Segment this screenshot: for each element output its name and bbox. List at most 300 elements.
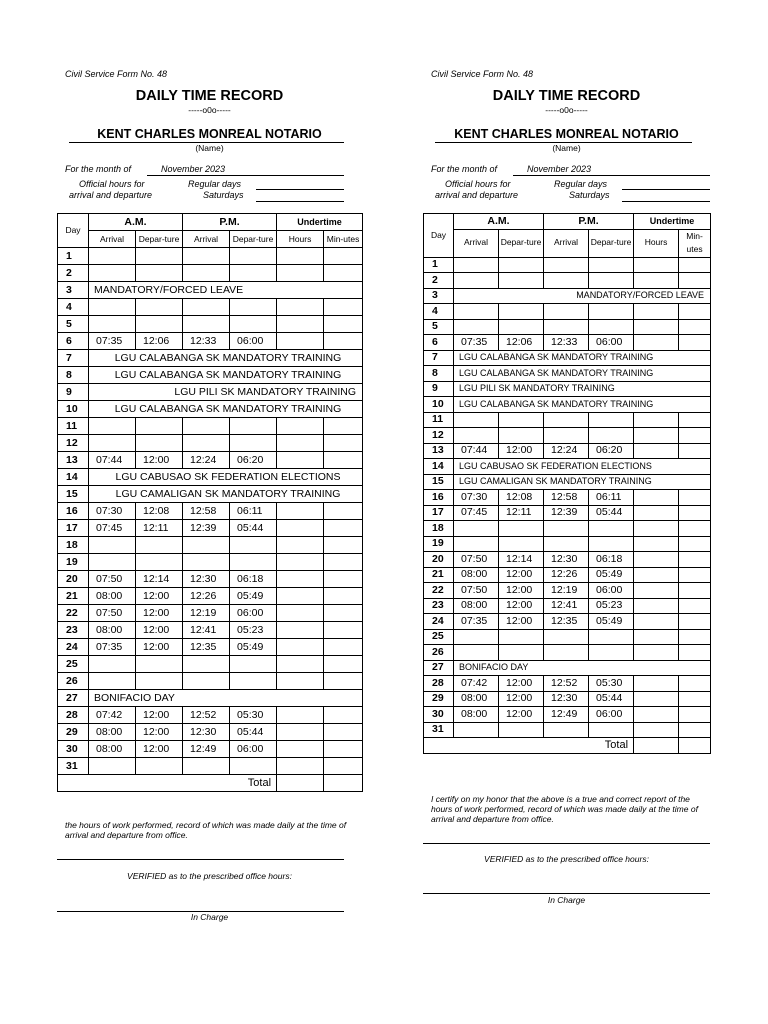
pm-departure-cell	[589, 304, 634, 320]
am-arrival-cell: 07:35	[89, 333, 136, 350]
am-arrival-cell: 07:42	[454, 676, 499, 692]
am-departure-cell: 12:00	[499, 676, 544, 692]
day-row	[424, 350, 711, 366]
pm-arrival-cell: 12:49	[544, 707, 589, 723]
pm-departure-cell	[589, 629, 634, 645]
am-departure-cell: 12:00	[136, 724, 183, 741]
in-charge-signature-line	[423, 893, 710, 894]
day-remark: LGU CALABANGA SK MANDATORY TRAINING	[89, 401, 363, 418]
day-row	[424, 319, 711, 335]
undertime-minutes-cell	[679, 629, 711, 645]
undertime-hours-cell	[634, 691, 679, 707]
pm-arrival-cell	[544, 257, 589, 273]
am-departure-cell: 12:00	[499, 598, 544, 614]
pm-arrival-cell	[183, 758, 230, 775]
undertime-minutes-cell	[324, 622, 363, 639]
pm-departure-header: Depar-ture	[230, 231, 277, 248]
am-departure-cell	[136, 316, 183, 333]
day-row	[424, 412, 711, 428]
undertime-hours-cell	[277, 673, 324, 690]
day-row	[58, 299, 363, 316]
day-number: 27	[58, 690, 89, 707]
undertime-hours-cell	[277, 588, 324, 605]
undertime-minutes-cell	[324, 605, 363, 622]
day-row	[424, 691, 711, 707]
am-departure-cell	[136, 537, 183, 554]
undertime-minutes-cell	[324, 265, 363, 282]
am-departure-cell	[499, 428, 544, 444]
day-row	[424, 288, 711, 304]
day-number: 14	[58, 469, 89, 486]
form-number: Civil Service Form No. 48	[431, 69, 534, 79]
day-number: 23	[58, 622, 89, 639]
day-remark: BONIFACIO DAY	[89, 690, 363, 707]
undertime-hours-cell	[277, 741, 324, 758]
day-row	[58, 282, 363, 299]
undertime-minutes-cell	[679, 645, 711, 661]
undertime-minutes-cell	[679, 598, 711, 614]
pm-departure-cell	[230, 418, 277, 435]
pm-departure-cell	[230, 758, 277, 775]
day-number: 10	[424, 397, 454, 413]
pm-arrival-cell: 12:33	[544, 335, 589, 351]
day-number: 18	[424, 521, 454, 537]
undertime-hours-cell	[634, 629, 679, 645]
pm-departure-cell	[589, 257, 634, 273]
undertime-hours-cell	[277, 707, 324, 724]
name-caption: (Name)	[552, 143, 581, 153]
pm-arrival-cell: 12:30	[183, 724, 230, 741]
am-arrival-cell	[454, 722, 499, 738]
day-number: 17	[424, 505, 454, 521]
undertime-hours-cell	[277, 758, 324, 775]
undertime-hours-cell	[634, 536, 679, 552]
day-row	[58, 469, 363, 486]
day-remark: LGU CALABANGA SK MANDATORY TRAINING	[454, 366, 711, 382]
day-row	[58, 401, 363, 418]
pm-departure-cell	[230, 299, 277, 316]
day-header: Day	[58, 214, 89, 248]
undertime-hours-cell	[634, 722, 679, 738]
month-underline	[147, 175, 344, 176]
day-row	[424, 583, 711, 599]
am-departure-cell: 12:00	[499, 614, 544, 630]
pm-departure-cell: 05:23	[230, 622, 277, 639]
day-row	[424, 428, 711, 444]
day-remark: LGU CALABANGA SK MANDATORY TRAINING	[89, 367, 363, 384]
am-arrival-cell: 07:35	[454, 614, 499, 630]
am-arrival-cell: 07:44	[89, 452, 136, 469]
am-departure-cell: 12:06	[136, 333, 183, 350]
undertime-hours-cell	[277, 537, 324, 554]
undertime-minutes-cell	[324, 554, 363, 571]
day-number: 27	[424, 660, 454, 676]
day-row	[424, 676, 711, 692]
day-row	[58, 639, 363, 656]
day-row	[424, 474, 711, 490]
pm-arrival-cell: 12:52	[544, 676, 589, 692]
pm-departure-cell	[230, 316, 277, 333]
day-remark: LGU PILI SK MANDATORY TRAINING	[454, 381, 711, 397]
undertime-minutes-cell	[679, 521, 711, 537]
day-number: 4	[424, 304, 454, 320]
day-number: 25	[58, 656, 89, 673]
undertime-header: Undertime	[634, 214, 711, 230]
day-number: 6	[58, 333, 89, 350]
undertime-minutes-cell	[324, 741, 363, 758]
official-hours-label-1: Official hours for	[79, 179, 145, 189]
pm-header: P.M.	[183, 214, 277, 231]
pm-arrival-cell	[544, 521, 589, 537]
employee-signature-line	[57, 859, 344, 860]
am-departure-cell	[499, 304, 544, 320]
undertime-hours-cell	[634, 567, 679, 583]
pm-departure-cell: 05:49	[230, 639, 277, 656]
saturdays-label: Saturdays	[203, 190, 244, 200]
am-departure-cell	[499, 257, 544, 273]
day-number: 23	[424, 598, 454, 614]
day-number: 29	[58, 724, 89, 741]
am-departure-cell: 12:06	[499, 335, 544, 351]
am-departure-cell	[136, 758, 183, 775]
am-departure-cell: 12:11	[136, 520, 183, 537]
day-number: 16	[424, 490, 454, 506]
name-caption: (Name)	[195, 143, 224, 153]
day-number: 17	[58, 520, 89, 537]
month-value: November 2023	[527, 164, 592, 174]
pm-arrival-cell	[183, 248, 230, 265]
am-departure-header: Depar-ture	[136, 231, 183, 248]
am-arrival-header: Arrival	[454, 229, 499, 257]
day-remark: LGU CAMALIGAN SK MANDATORY TRAINING	[89, 486, 363, 503]
day-number: 25	[424, 629, 454, 645]
day-row	[58, 537, 363, 554]
am-departure-cell: 12:00	[136, 605, 183, 622]
am-arrival-cell	[454, 536, 499, 552]
undertime-hours-cell	[277, 452, 324, 469]
day-row	[58, 758, 363, 775]
undertime-hours-cell	[277, 622, 324, 639]
am-arrival-cell	[454, 257, 499, 273]
pm-departure-cell: 05:44	[230, 724, 277, 741]
undertime-hours-cell	[634, 443, 679, 459]
am-arrival-cell: 07:30	[89, 503, 136, 520]
undertime-minutes-cell	[679, 412, 711, 428]
pm-departure-cell	[230, 248, 277, 265]
pm-departure-cell: 05:30	[589, 676, 634, 692]
am-departure-cell	[499, 629, 544, 645]
undertime-minutes-cell	[324, 588, 363, 605]
undertime-minutes-cell	[324, 673, 363, 690]
am-arrival-cell	[89, 758, 136, 775]
am-departure-cell	[136, 265, 183, 282]
day-row	[58, 265, 363, 282]
undertime-hours-cell	[277, 265, 324, 282]
am-arrival-cell	[89, 316, 136, 333]
am-departure-header: Depar-ture	[499, 229, 544, 257]
am-arrival-cell: 08:00	[454, 567, 499, 583]
undertime-minutes-cell	[679, 552, 711, 568]
total-minutes-cell	[679, 738, 711, 754]
day-remark: BONIFACIO DAY	[454, 660, 711, 676]
employee-name: KENT CHARLES MONREAL NOTARIO	[97, 127, 322, 141]
day-number: 16	[58, 503, 89, 520]
day-number: 9	[58, 384, 89, 401]
pm-arrival-cell: 12:30	[544, 691, 589, 707]
day-number: 1	[58, 248, 89, 265]
am-arrival-cell: 07:50	[454, 552, 499, 568]
day-row	[424, 707, 711, 723]
pm-arrival-cell: 12:24	[544, 443, 589, 459]
am-arrival-cell: 08:00	[89, 741, 136, 758]
day-number: 5	[424, 319, 454, 335]
am-arrival-cell: 07:44	[454, 443, 499, 459]
pm-arrival-cell: 12:26	[544, 567, 589, 583]
pm-departure-cell: 05:49	[230, 588, 277, 605]
pm-arrival-cell	[544, 319, 589, 335]
undertime-hours-cell	[634, 614, 679, 630]
form-number: Civil Service Form No. 48	[65, 69, 168, 79]
am-departure-cell	[499, 645, 544, 661]
undertime-hours-cell	[634, 273, 679, 289]
am-header: A.M.	[89, 214, 183, 231]
undertime-hours-cell	[277, 503, 324, 520]
day-row	[58, 486, 363, 503]
pm-arrival-cell: 12:26	[183, 588, 230, 605]
am-arrival-cell: 07:50	[89, 571, 136, 588]
official-hours-label-2: arrival and departure	[69, 190, 153, 200]
am-arrival-cell	[89, 673, 136, 690]
day-row	[424, 645, 711, 661]
pm-arrival-cell	[544, 645, 589, 661]
day-number: 26	[424, 645, 454, 661]
pm-arrival-cell	[544, 412, 589, 428]
day-number: 21	[424, 567, 454, 583]
pm-departure-cell	[589, 521, 634, 537]
am-arrival-cell: 07:35	[89, 639, 136, 656]
day-number: 12	[58, 435, 89, 452]
undertime-minutes-cell	[679, 443, 711, 459]
saturdays-label: Saturdays	[569, 190, 610, 200]
undertime-hours-cell	[277, 724, 324, 741]
am-departure-cell	[499, 273, 544, 289]
undertime-minutes-cell	[679, 691, 711, 707]
am-departure-cell	[499, 536, 544, 552]
pm-arrival-cell: 12:41	[183, 622, 230, 639]
undertime-minutes-header: Min-utes	[679, 229, 711, 257]
pm-departure-cell: 05:49	[589, 567, 634, 583]
day-number: 30	[424, 707, 454, 723]
form-title: DAILY TIME RECORD	[135, 88, 284, 104]
undertime-minutes-cell	[324, 656, 363, 673]
day-row	[58, 571, 363, 588]
pm-departure-cell	[589, 319, 634, 335]
day-row	[58, 622, 363, 639]
day-row	[424, 629, 711, 645]
month-label: For the month of	[431, 164, 498, 174]
month-underline	[513, 175, 710, 176]
total-minutes-cell	[324, 775, 363, 792]
am-arrival-cell	[454, 521, 499, 537]
title-ornament: -----o0o-----	[188, 105, 231, 115]
day-row	[58, 384, 363, 401]
pm-departure-cell	[230, 554, 277, 571]
undertime-minutes-cell	[679, 614, 711, 630]
day-number: 2	[424, 273, 454, 289]
pm-departure-cell: 06:00	[230, 741, 277, 758]
day-row	[58, 503, 363, 520]
am-departure-cell	[499, 412, 544, 428]
undertime-hours-cell	[634, 521, 679, 537]
day-number: 11	[424, 412, 454, 428]
regular-days-field	[622, 189, 710, 190]
day-remark: LGU CAMALIGAN SK MANDATORY TRAINING	[454, 474, 711, 490]
am-arrival-cell: 07:45	[89, 520, 136, 537]
am-departure-cell: 12:00	[499, 443, 544, 459]
pm-arrival-cell	[544, 304, 589, 320]
undertime-minutes-cell	[679, 304, 711, 320]
pm-arrival-cell	[183, 435, 230, 452]
total-label: Total	[424, 738, 634, 754]
day-row	[58, 520, 363, 537]
day-number: 7	[424, 350, 454, 366]
saturdays-field	[256, 201, 344, 202]
day-row	[424, 335, 711, 351]
pm-departure-cell: 06:00	[230, 605, 277, 622]
am-departure-cell: 12:14	[136, 571, 183, 588]
day-number: 8	[58, 367, 89, 384]
day-number: 10	[58, 401, 89, 418]
am-departure-cell: 12:14	[499, 552, 544, 568]
in-charge-label: In Charge	[547, 895, 586, 905]
am-departure-cell: 12:00	[136, 588, 183, 605]
pm-arrival-cell	[183, 656, 230, 673]
pm-arrival-cell: 12:58	[544, 490, 589, 506]
form-title: DAILY TIME RECORD	[492, 88, 641, 104]
pm-departure-cell	[589, 412, 634, 428]
undertime-hours-cell	[634, 257, 679, 273]
am-arrival-cell	[454, 304, 499, 320]
day-row	[58, 350, 363, 367]
day-number: 5	[58, 316, 89, 333]
undertime-hours-cell	[277, 248, 324, 265]
am-arrival-cell: 08:00	[89, 724, 136, 741]
undertime-hours-cell	[277, 520, 324, 537]
day-number: 19	[424, 536, 454, 552]
am-arrival-cell	[89, 435, 136, 452]
pm-departure-cell: 05:49	[589, 614, 634, 630]
pm-header: P.M.	[544, 214, 634, 230]
day-remark: LGU PILI SK MANDATORY TRAINING	[89, 384, 363, 401]
am-arrival-cell: 07:50	[454, 583, 499, 599]
dtr-table	[57, 213, 363, 792]
day-row	[58, 452, 363, 469]
pm-arrival-cell: 12:49	[183, 741, 230, 758]
undertime-minutes-cell	[679, 567, 711, 583]
undertime-hours-cell	[277, 656, 324, 673]
day-number: 7	[58, 350, 89, 367]
am-departure-cell: 12:08	[499, 490, 544, 506]
official-hours-label-2: arrival and departure	[435, 190, 519, 200]
day-row	[424, 443, 711, 459]
employee-signature-line	[423, 843, 710, 844]
pm-departure-cell	[230, 435, 277, 452]
undertime-hours-cell	[634, 412, 679, 428]
pm-arrival-cell	[183, 554, 230, 571]
day-remark: MANDATORY/FORCED LEAVE	[454, 288, 711, 304]
day-number: 22	[58, 605, 89, 622]
day-row	[58, 333, 363, 350]
undertime-minutes-cell	[679, 428, 711, 444]
pm-departure-cell	[589, 273, 634, 289]
pm-departure-cell	[230, 656, 277, 673]
day-number: 28	[58, 707, 89, 724]
pm-departure-cell: 05:30	[230, 707, 277, 724]
undertime-minutes-cell	[679, 490, 711, 506]
am-departure-cell: 12:00	[499, 707, 544, 723]
undertime-hours-cell	[277, 299, 324, 316]
pm-departure-cell: 05:44	[230, 520, 277, 537]
am-departure-cell: 12:00	[136, 639, 183, 656]
pm-departure-cell	[230, 537, 277, 554]
undertime-minutes-cell	[324, 571, 363, 588]
pm-arrival-cell	[183, 299, 230, 316]
day-remark: LGU CALABANGA SK MANDATORY TRAINING	[89, 350, 363, 367]
day-row	[424, 552, 711, 568]
day-number: 1	[424, 257, 454, 273]
day-number: 6	[424, 335, 454, 351]
am-arrival-cell: 08:00	[89, 622, 136, 639]
pm-arrival-cell	[544, 722, 589, 738]
day-row	[58, 435, 363, 452]
am-departure-cell: 12:00	[136, 707, 183, 724]
am-departure-cell: 12:00	[136, 452, 183, 469]
am-departure-cell: 12:08	[136, 503, 183, 520]
am-arrival-cell: 08:00	[89, 588, 136, 605]
undertime-hours-cell	[634, 676, 679, 692]
pm-departure-cell	[230, 265, 277, 282]
undertime-minutes-cell	[324, 758, 363, 775]
pm-arrival-cell: 12:24	[183, 452, 230, 469]
pm-arrival-header: Arrival	[544, 229, 589, 257]
day-row	[424, 521, 711, 537]
undertime-minutes-cell	[324, 452, 363, 469]
day-row	[58, 656, 363, 673]
pm-departure-cell: 06:00	[230, 333, 277, 350]
undertime-hours-cell	[634, 490, 679, 506]
pm-arrival-cell: 12:39	[544, 505, 589, 521]
day-row	[58, 673, 363, 690]
pm-departure-cell: 06:20	[589, 443, 634, 459]
day-row	[58, 367, 363, 384]
am-departure-cell	[499, 722, 544, 738]
am-arrival-cell	[454, 273, 499, 289]
undertime-minutes-cell	[679, 335, 711, 351]
regular-days-label: Regular days	[554, 179, 608, 189]
am-arrival-cell: 07:42	[89, 707, 136, 724]
day-number: 29	[424, 691, 454, 707]
day-row	[58, 588, 363, 605]
am-departure-cell: 12:00	[136, 741, 183, 758]
day-number: 9	[424, 381, 454, 397]
pm-arrival-cell: 12:30	[544, 552, 589, 568]
pm-departure-cell	[230, 673, 277, 690]
pm-arrival-cell	[183, 537, 230, 554]
day-row	[58, 724, 363, 741]
am-arrival-cell	[454, 319, 499, 335]
day-row	[424, 614, 711, 630]
am-departure-cell	[136, 656, 183, 673]
